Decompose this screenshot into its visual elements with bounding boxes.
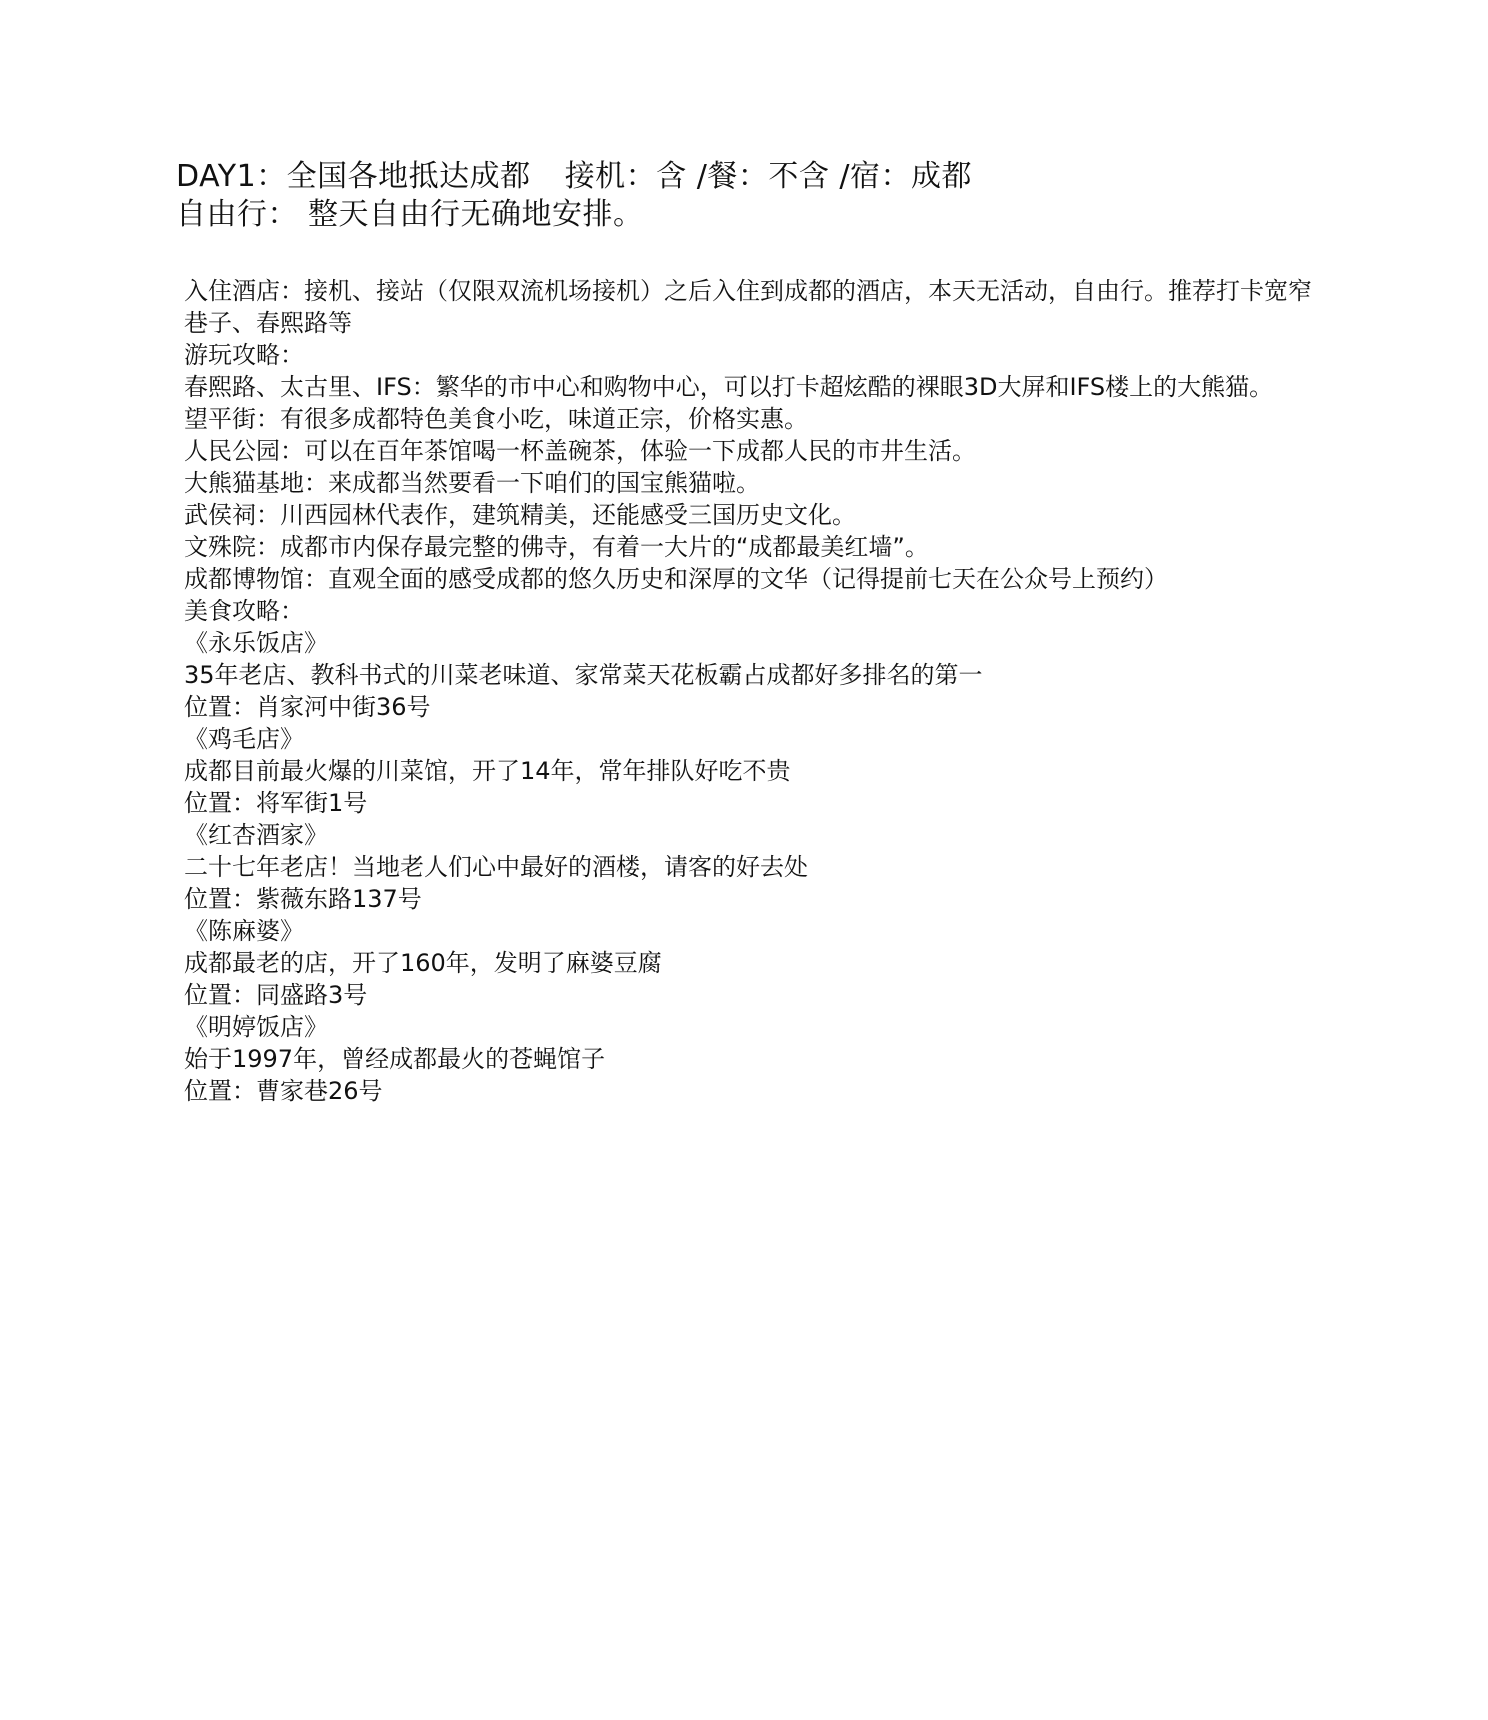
restaurant-desc: 成都目前最火爆的川菜馆，开了14年，常年排队好吃不贵 <box>184 757 791 785</box>
food-heading: 美食攻略： <box>184 597 304 625</box>
restaurant-name: 《鸡毛店》 <box>184 725 304 753</box>
restaurant-desc: 始于1997年，曾经成都最火的苍蝇馆子 <box>184 1045 606 1073</box>
free-activity-line: 自由行： 整天自由行无确地安排。 <box>176 197 644 232</box>
tour-item: 文殊院：成都市内保存最完整的佛寺，有着一大片的“成都最美红墙”。 <box>184 533 929 561</box>
restaurant-name: 《明婷饭店》 <box>184 1013 328 1041</box>
restaurant-address: 位置：肖家河中街36号 <box>184 693 431 721</box>
itinerary-body <box>184 275 1314 1107</box>
restaurant-address: 位置：曹家巷26号 <box>184 1077 383 1105</box>
tour-item: 大熊猫基地：来成都当然要看一下咱们的国宝熊猫啦。 <box>184 469 760 497</box>
day-title: DAY1：全国各地抵达成都 <box>176 159 531 194</box>
tour-item: 武侯祠：川西园林代表作，建筑精美，还能感受三国历史文化。 <box>184 501 856 529</box>
restaurant-name: 《陈麻婆》 <box>184 917 304 945</box>
restaurant-desc: 二十七年老店！当地老人们心中最好的酒楼，请客的好去处 <box>184 853 808 881</box>
tour-item: 人民公园：可以在百年茶馆喝一杯盖碗茶，体验一下成都人民的市井生活。 <box>184 437 976 465</box>
tour-item: 望平街：有很多成都特色美食小吃，味道正宗，价格实惠。 <box>184 405 808 433</box>
tour-heading: 游玩攻略： <box>184 341 304 369</box>
restaurant-name: 《永乐饭店》 <box>184 629 328 657</box>
restaurant-address: 位置：紫薇东路137号 <box>184 885 422 913</box>
day-meta: 接机：含 /餐：不含 /宿：成都 <box>564 159 972 194</box>
itinerary-header <box>176 158 1336 234</box>
restaurant-address: 位置：同盛路3号 <box>184 981 368 1009</box>
day-title-line <box>176 158 1336 196</box>
restaurant-desc: 成都最老的店，开了160年，发明了麻婆豆腐 <box>184 949 662 977</box>
tour-item: 春熙路、太古里、IFS：繁华的市中心和购物中心，可以打卡超炫酷的裸眼3D大屏和IFS楼上的大熊猫。 <box>184 373 1274 401</box>
restaurant-name: 《红杏酒家》 <box>184 821 328 849</box>
tour-item: 成都博物馆：直观全面的感受成都的悠久历史和深厚的文华（记得提前七天在公众号上预约） <box>184 565 1168 593</box>
restaurant-address: 位置：将军街1号 <box>184 789 368 817</box>
restaurant-desc: 35年老店、教科书式的川菜老味道、家常菜天花板霸占成都好多排名的第一 <box>184 661 983 689</box>
hotel-intro: 入住酒店：接机、接站（仅限双流机场接机）之后入住到成都的酒店，本天无活动，自由行。推荐打卡宽窄巷子、春熙路等 <box>184 277 1312 337</box>
